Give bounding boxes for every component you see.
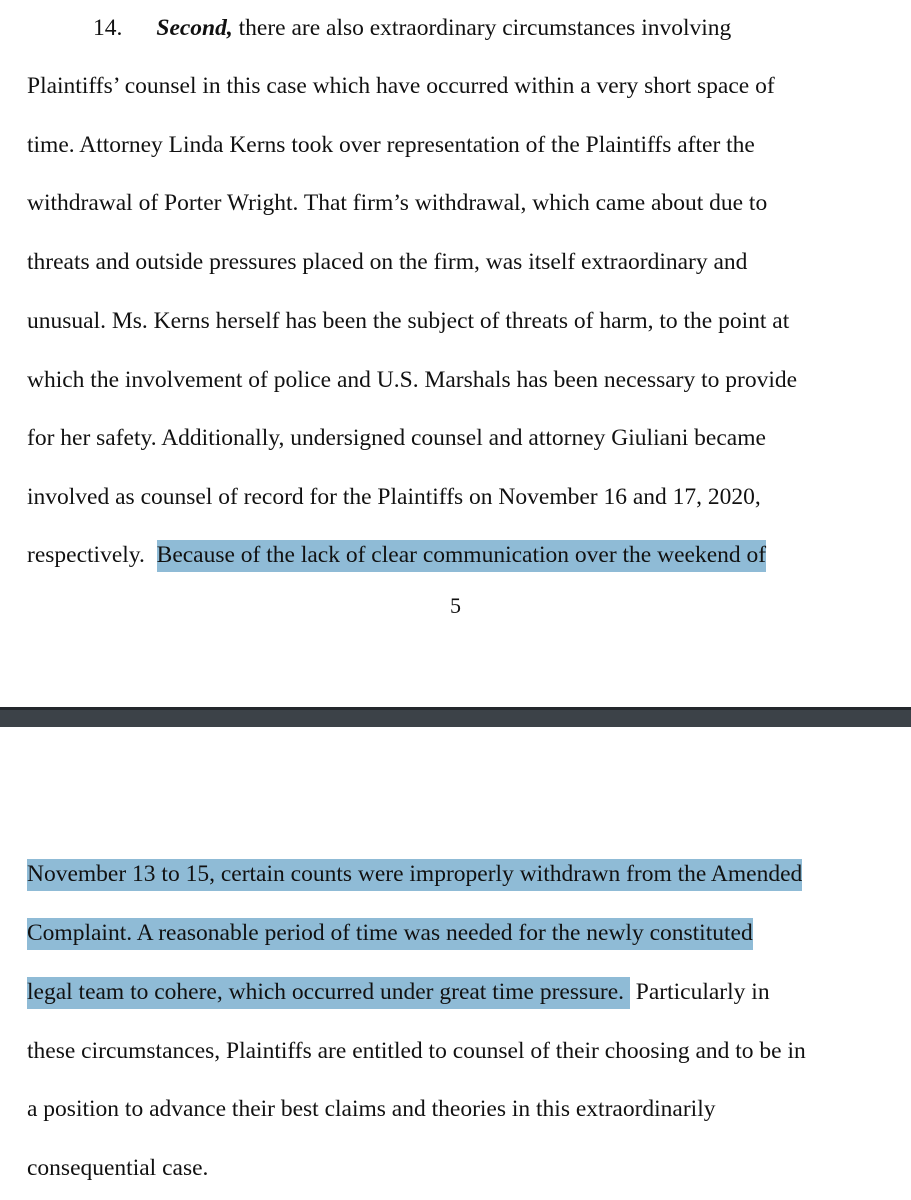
text-line: involved as counsel of record for the Plaintiffs on November 16 and 17, 2020, [27, 484, 761, 510]
highlighted-text: Because of the lack of clear communication over the weekend of [157, 540, 766, 572]
lead-word: Second, [156, 15, 233, 41]
paragraph-number: 14. [93, 15, 123, 41]
highlighted-text: Complaint. A reasonable period of time was needed for the newly constituted [27, 918, 753, 950]
plain-text: respectively. [27, 542, 157, 568]
text-line: for her safety. Additionally, undersigned counsel and attorney Giuliani became [27, 425, 766, 451]
text-line: which the involvement of police and U.S. Marshals has been necessary to provide [27, 367, 798, 393]
text-line: these circumstances, Plaintiffs are entitled to counsel of their choosing and to be in [27, 1038, 806, 1064]
highlighted-line [27, 858, 802, 890]
paragraph-first-line [93, 12, 731, 44]
page-break-divider [0, 707, 911, 727]
text-line: Plaintiffs’ counsel in this case which have occurred within a very short space of [27, 73, 775, 99]
text-line: threats and outside pressures placed on the firm, was itself extraordinary and [27, 249, 748, 275]
highlighted-text: November 13 to 15, certain counts were improperly withdrawn from the Amended [27, 859, 802, 891]
text-line-mixed [27, 976, 770, 1008]
highlighted-text: legal team to cohere, which occurred under great time pressure. [27, 977, 630, 1009]
text-line: time. Attorney Linda Kerns took over representation of the Plaintiffs after the [27, 132, 755, 158]
text-line: a position to advance their best claims and theories in this extraordinarily [27, 1096, 716, 1122]
text-line-mixed [27, 539, 766, 571]
highlighted-line [27, 917, 753, 949]
page-number: 5 [450, 593, 461, 618]
plain-text: Particularly in [629, 979, 770, 1005]
text-line: withdrawal of Porter Wright. That firm’s withdrawal, which came about due to [27, 190, 768, 216]
text-line: consequential case. [27, 1155, 209, 1181]
text-line: unusual. Ms. Kerns herself has been the subject of threats of harm, to the point at [27, 308, 790, 334]
text-line: there are also extraordinary circumstances involving [232, 15, 732, 41]
